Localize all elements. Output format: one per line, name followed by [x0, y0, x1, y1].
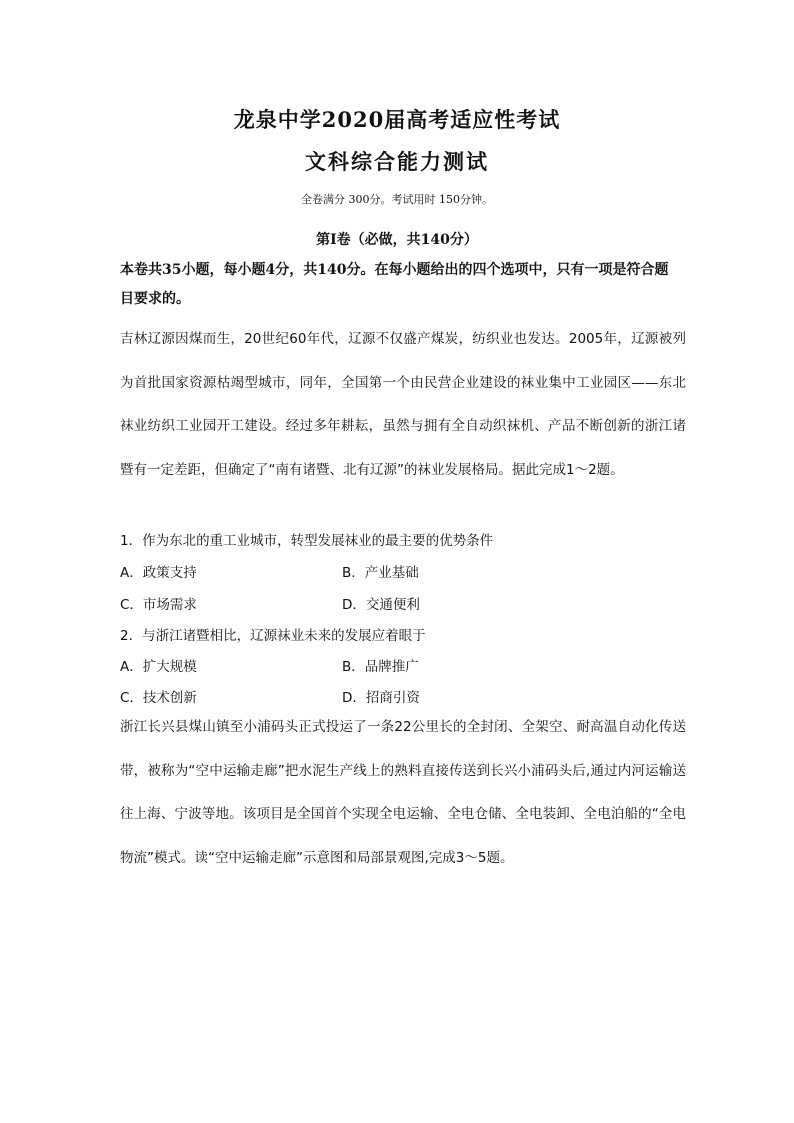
passage-1: 吉林辽源因煤而生，20世纪60年代，辽源不仅盛产煤炭，纺织业也发达。2005年，辽源被列为首批国家资源枯竭型城市，同年，全国第一个由民营企业建设的袜业集中工业园区——东北袜业纺织工业园开工建设。经过多年耕耘，虽然与拥有全自动织袜机、产品不断创新的浙江诸暨有一定差距，但确定了“南有诸暨、北有辽源”的袜业发展格局。据此完成1～2题。: [120, 331, 686, 478]
passage-2: 浙江长兴县煤山镇至小浦码头正式投运了一条22公里长的全封闭、全架空、耐高温自动化传送带，被称为“空中运输走廊”把水泥生产线上的熟料直接传送到长兴小浦码头后,通过内河运输送往上海、宁波等地。该项目是全国首个实现全电运输、全电仓储、全电装卸、全电泊船的“全电物流”模式。读“空中运输走廊”示意图和局部景观图,完成3～5题。: [120, 719, 686, 866]
question-1-option-c: C．市场需求: [120, 597, 197, 613]
question-2-option-a: A．扩大规模: [120, 659, 197, 675]
exam-subtitle: 文科综合能力测试: [305, 149, 489, 174]
question-1-option-d: D．交通便利: [342, 597, 420, 613]
question-2-option-c: C．技术创新: [120, 690, 197, 706]
question-2-stem: 2．与浙江诸暨相比，辽源袜业未来的发展应着眼于: [120, 628, 426, 644]
question-1-stem: 1．作为东北的重工业城市，转型发展袜业的最主要的优势条件: [120, 533, 494, 549]
section-title: 第Ⅰ卷（必做，共140分）: [316, 232, 478, 248]
question-2-option-b: B．品牌推广: [342, 659, 419, 675]
question-2-option-d: D．招商引资: [342, 690, 420, 706]
question-1-option-b: B．产业基础: [342, 565, 419, 581]
section-instructions: 本卷共35小题，每小题4分，共140分。在每小题给出的四个选项中，只有一项是符合题目要求的。: [120, 262, 669, 307]
question-1-option-a: A．政策支持: [120, 565, 197, 581]
exam-note: 全卷满分 300分。考试用时 150分钟。: [301, 193, 493, 206]
exam-title: 龙泉中学2020届高考适应性考试: [233, 107, 561, 132]
